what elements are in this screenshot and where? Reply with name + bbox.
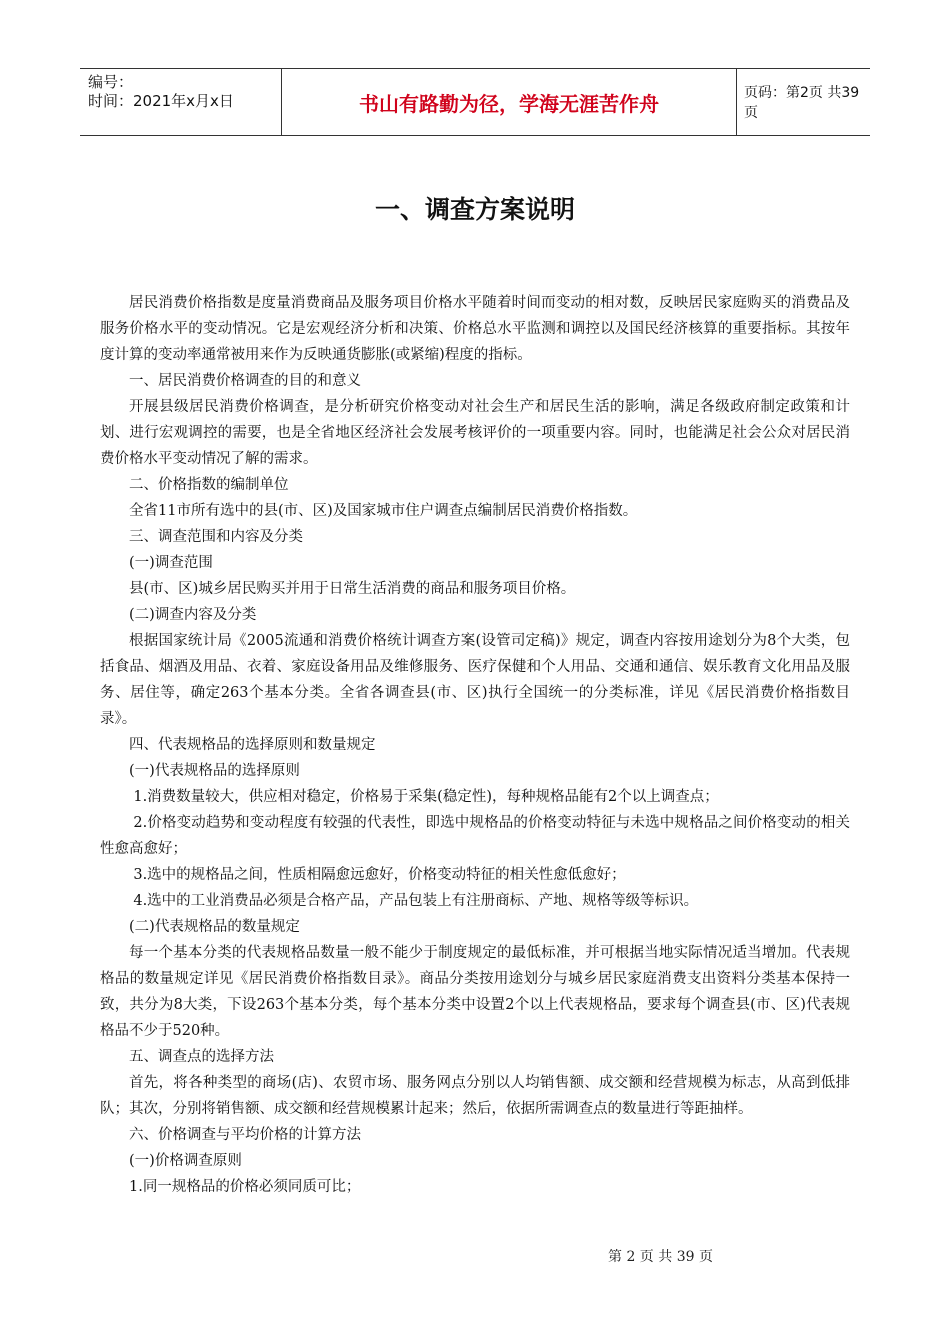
paragraph: 开展县级居民消费价格调查，是分析研究价格变动对社会生产和居民生活的影响，满足各级政府制定政策和计划、进行宏观调控的需要，也是全省地区经济社会发展考核评价的一项重要内容。同时，也能满足社会公众对居民消费价格水平变动情况了解的需求。 [100, 399, 850, 467]
section-heading: 四、代表规格品的选择原则和数量规定 [129, 737, 376, 753]
paragraph: 每一个基本分类的代表规格品数量一般不能少于制度规定的最低标准，并可根据当地实际情况适当增加。代表规格品的数量规定详见《居民消费价格指数目录》。商品分类按用途划分与城乡居民家庭消费支出资料分类基本保持一致，共分为8大类，下设263个基本分类，每个基本分类中设置2个以上代表规格品，要求每个调查县(市、区)代表规格品不少于520种。 [100, 945, 850, 1039]
list-item: 4.选中的工业消费品必须是合格产品，产品包装上有注册商标、产地、规格等级等标识。 [133, 893, 699, 909]
section-heading: 一、居民消费价格调查的目的和意义 [129, 373, 361, 389]
subsection-heading: (二)调查内容及分类 [129, 607, 257, 623]
paragraph: 居民消费价格指数是度量消费商品及服务项目价格水平随着时间而变动的相对数，反映居民家庭购买的消费品及服务价格水平的变动情况。它是宏观经济分析和决策、价格总水平监测和调控以及国民经济核算的重要指标。其按年度计算的变动率通常被用来作为反映通货膨胀(或紧缩)程度的指标。 [100, 295, 850, 363]
document-number-label: 编号： [88, 73, 134, 91]
paragraph: 县(市、区)城乡居民购买并用于日常生活消费的商品和服务项目价格。 [129, 581, 576, 597]
subsection-heading: (一)价格调查原则 [129, 1153, 242, 1169]
section-heading: 六、价格调查与平均价格的计算方法 [129, 1127, 361, 1143]
list-item: 3.选中的规格品之间，性质相隔愈远愈好，价格变动特征的相关性愈低愈好； [133, 867, 626, 883]
paragraph: 全省11市所有选中的县(市、区)及国家城市住户调查点编制居民消费价格指数。 [129, 503, 638, 519]
header-meta [80, 69, 282, 135]
document-body [100, 290, 850, 1200]
header-page-info: 页码：第2页 共39页 [744, 85, 860, 121]
subsection-heading: (一)调查范围 [129, 555, 213, 571]
page-header [80, 68, 870, 136]
subsection-heading: (一)代表规格品的选择原则 [129, 763, 300, 779]
paragraph: 首先，将各种类型的商场(店)、农贸市场、服务网点分别以人均销售额、成交额和经营规模为标志，从高到低排队；其次，分别将销售额、成交额和经营规模累计起来；然后，依据所需调查点的数量进行等距抽样。 [100, 1075, 850, 1117]
page-title: 一、调查方案说明 [374, 195, 575, 224]
list-item: 1.同一规格品的价格必须同质可比； [129, 1179, 361, 1195]
paragraph: 根据国家统计局《2005流通和消费价格统计调查方案(设管司定稿)》规定，调查内容按用途划分为8个大类，包括食品、烟酒及用品、衣着、家庭设备用品及维修服务、医疗保健和个人用品、交通和通信、娱乐教育文化用品及服务、居住等，确定263个基本分类。全省各调查县(市、区)执行全国统一的分类标准，详见《居民消费价格指数目录》。 [100, 633, 850, 727]
subsection-heading: (二)代表规格品的数量规定 [129, 919, 300, 935]
header-motto: 书山有路勤为径，学海无涯苦作舟 [282, 69, 737, 135]
list-item: 2.价格变动趋势和变动程度有较强的代表性，即选中规格品的价格变动特征与未选中规格品之间价格变动的相关性愈高愈好； [100, 815, 850, 857]
section-heading: 五、调查点的选择方法 [129, 1049, 274, 1065]
section-heading: 二、价格指数的编制单位 [129, 477, 289, 493]
section-heading: 三、调查范围和内容及分类 [129, 529, 303, 545]
page-footer: 第 2 页 共 39 页 [608, 1249, 713, 1265]
document-date-label: 时间：2021年x月x日 [88, 92, 234, 110]
list-item: 1.消费数量较大，供应相对稳定，价格易于采集(稳定性)，每种规格品能有2个以上调查点； [133, 789, 719, 805]
